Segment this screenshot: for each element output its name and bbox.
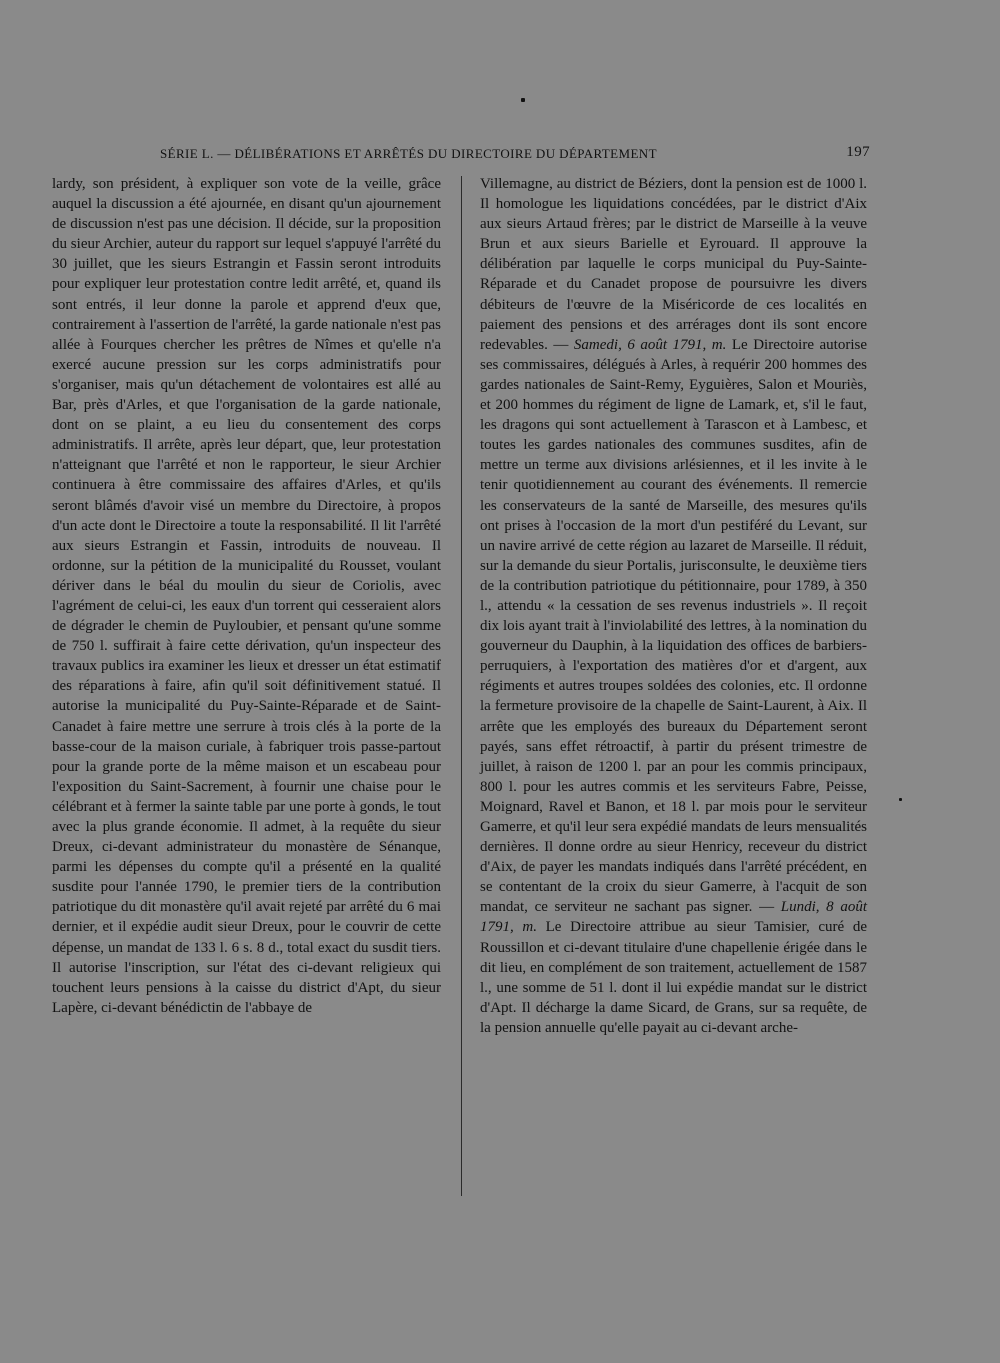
session-date: Samedi, 6 août 1791, m.	[573, 336, 727, 353]
paragraph-segment: Le Directoire autorise ses commissaires, délégués à Arles, à requérir 200 hommes des gardes nationales de Saint-Remy, Eyguières, Salon et Mouriès, et 200 hommes du régiment de ligne de Lamark, et, s'il le faut, les dragons qui sont actuellement à Tarascon et à Lambesc, et toutes les gardes nationales des communes susdites, afin de mettre un terme aux divisions arlésiennes, et il les invite à le tenir quotidiennement au courant des événements. Il remercie les conservateurs de la santé de Marseille, des mesures qu'ils ont prises à l'occasion de la mort d'un pestiféré du Levant, sur un navire arrivé de cette région au lazaret de Marseille. Il réduit, sur la demande du sieur Portalis, jurisconsulte, le deuxième tiers de la contribution patriotique du pétitionnaire, pour 1789, à 350 l., attendu « la cessation de ses revenus industriels ». Il reçoit dix lois ayant trait à l'inviolabilité des lettres, à la nomination du gouverneur du Dauphin, à la liquidation des offices de barbiers-perruquiers, à l'exportation des matières d'or et d'argent, aux régiments et autres troupes soldées des colonies, etc. Il ordonne la fermeture provisoire de la chapelle de Saint-Laurent, à Aix. Il arrête que les employés des bureaux du Département seront payés, sans effet rétroactif, à partir du présent trimestre de juillet, à raison de 1200 l. par an pour les commis principaux, 800 l. pour les autres commis et les serviteurs Fabre, Peisse, Moignard, Ravel et Banon, et 18 l. par mois pour le serviteur Gamerre, et qu'il leur sera expédié mandats de leurs mensualités dernières. Il donne ordre au sieur Henricy, receveur du district d'Aix, de payer les mandats indiqués dans l'arrêté précédent, en se contentant de la croix du sieur Gamerre, à l'acquit de son mandat, ce serviteur ne sachant pas signer. —	[480, 336, 867, 916]
running-title: SÉRIE L. — DÉLIBÉRATIONS ET ARRÊTÉS DU DIRECTOIRE DU DÉPARTEMENT	[160, 146, 657, 161]
speck-mark	[899, 798, 902, 801]
page-number: 197	[846, 144, 870, 160]
session-date: Lundi, 8 août 1791, m.	[480, 899, 868, 936]
paragraph-segment: Le Directoire attribue au sieur Tamisier, curé de Roussillon et ci-devant titulaire d'une chapellenie érigée dans le dit lieu, en complément de son traitement, actuellement de 1587 l., une somme de 51 l. dont il lui expédie mandat sur le district d'Apt. Il décharge la dame Sicard, de Grans, sur sa requête, de la pension annuelle qu'elle payait au ci-devant arche-	[480, 919, 868, 1036]
left-column-text: lardy, son président, à expliquer son vote de la veille, grâce auquel la discussion a été ajournée, en disant qu'un ajournement de discussion n'est pas une décision. Il décide, sur la proposition du sieur Archier, auteur du rapport sur lequel s'appuyé l'arrêté du 30 juillet, que les sieurs Estrangin et Fassin seront introduits pour expliquer leur protestation contre ledit arrêté, et, quand ils sont entrés, il leur donne la parole et apprend d'eux que, contrairement à l'assertion de l'arrêté, la garde nationale n'est pas allée à Fourques chercher les prêtres de Nîmes et qu'elle n'a exercé aucune pression sur les corps administratifs pour s'organiser, mais qu'un détachement de volontaires est allé au Bar, près d'Arles, et que l'organisation de la garde nationale, dont on se plaint, a eu lieu du consentement des corps administratifs. Il arrête, après leur départ, que, leur protestation n'atteignant que l'arrêté et non le rapporteur, le sieur Archier continuera à être commissaire des affaires d'Arles, et qu'ils seront blâmés d'avoir visé un membre du Directoire, à propos d'un acte dont le Directoire a toute la responsabilité. Il lit l'arrêté aux sieurs Estrangin et Fassin, introduits de nouveau. Il ordonne, sur la pétition de la municipalité du Rousset, voulant dériver dans le béal du moulin du sieur de Coriolis, avec l'agrément de celui-ci, les eaux d'un torrent qui cesseraient alors de dégrader le chemin de Puyloubier, et pensant qu'une somme de 750 l. suffirait à faire cette dérivation, qu'un inspecteur des travaux publics ira examiner les lieux et dresser un état estimatif des réparations à faire, afin qu'il soit définitivement statué. Il autorise la municipalité du Puy-Sainte-Réparade et de Saint-Canadet à faire mettre une serrure à trois clés à la porte de la basse-cour de la maison curiale, à fabriquer trois passe-partout pour la grande porte de la même maison et un escabeau pour l'exposition du Saint-Sacrement, à fournir une chaise pour le célébrant et à fermer la sainte table par une porte à gonds, le tout avec la plus grande économie. Il admet, à la requête du sieur Dreux, ci-devant administrateur du monastère de Sénanque, parmi les dépenses du compte qu'il a présenté en la qualité susdite pour l'année 1790, le premier tiers de la contribution patriotique du dit monastère qu'il avait rejeté par arrêté du 6 mai dernier, et il expédie audit sieur Dreux, pour le couvrir de cette dépense, un mandat de 133 l. 6 s. 8 d., total exact du susdit tiers. Il autorise l'inscription, sur l'état des ci-devant religieux qui touchent leurs pensions à la caisse du district d'Apt, du sieur Lapère, ci-devant bénédictin de l'abbaye de	[52, 176, 441, 1016]
paragraph-segment: Villemagne, au district de Béziers, dont la pension est de 1000 l. Il homologue les liquidations concédées, par le district d'Aix aux sieurs Artaud frères; par le district de Marseille à la veuve Brun et aux sieurs Barielle et Eyrouard. Il approuve la délibération par laquelle le corps municipal du Puy-Sainte-Réparade et du Canadet propose de poursuivre les divers débiteurs de l'œuvre de la Miséricorde de ces localités en paiement des pensions et des arrérages dont ils sont encore redevables. —	[480, 176, 867, 353]
right-column	[480, 174, 867, 1204]
running-header	[160, 146, 870, 166]
right-column-text	[480, 174, 867, 1038]
left-column	[52, 174, 441, 1204]
speck-mark	[521, 98, 525, 102]
column-divider	[461, 176, 462, 1196]
